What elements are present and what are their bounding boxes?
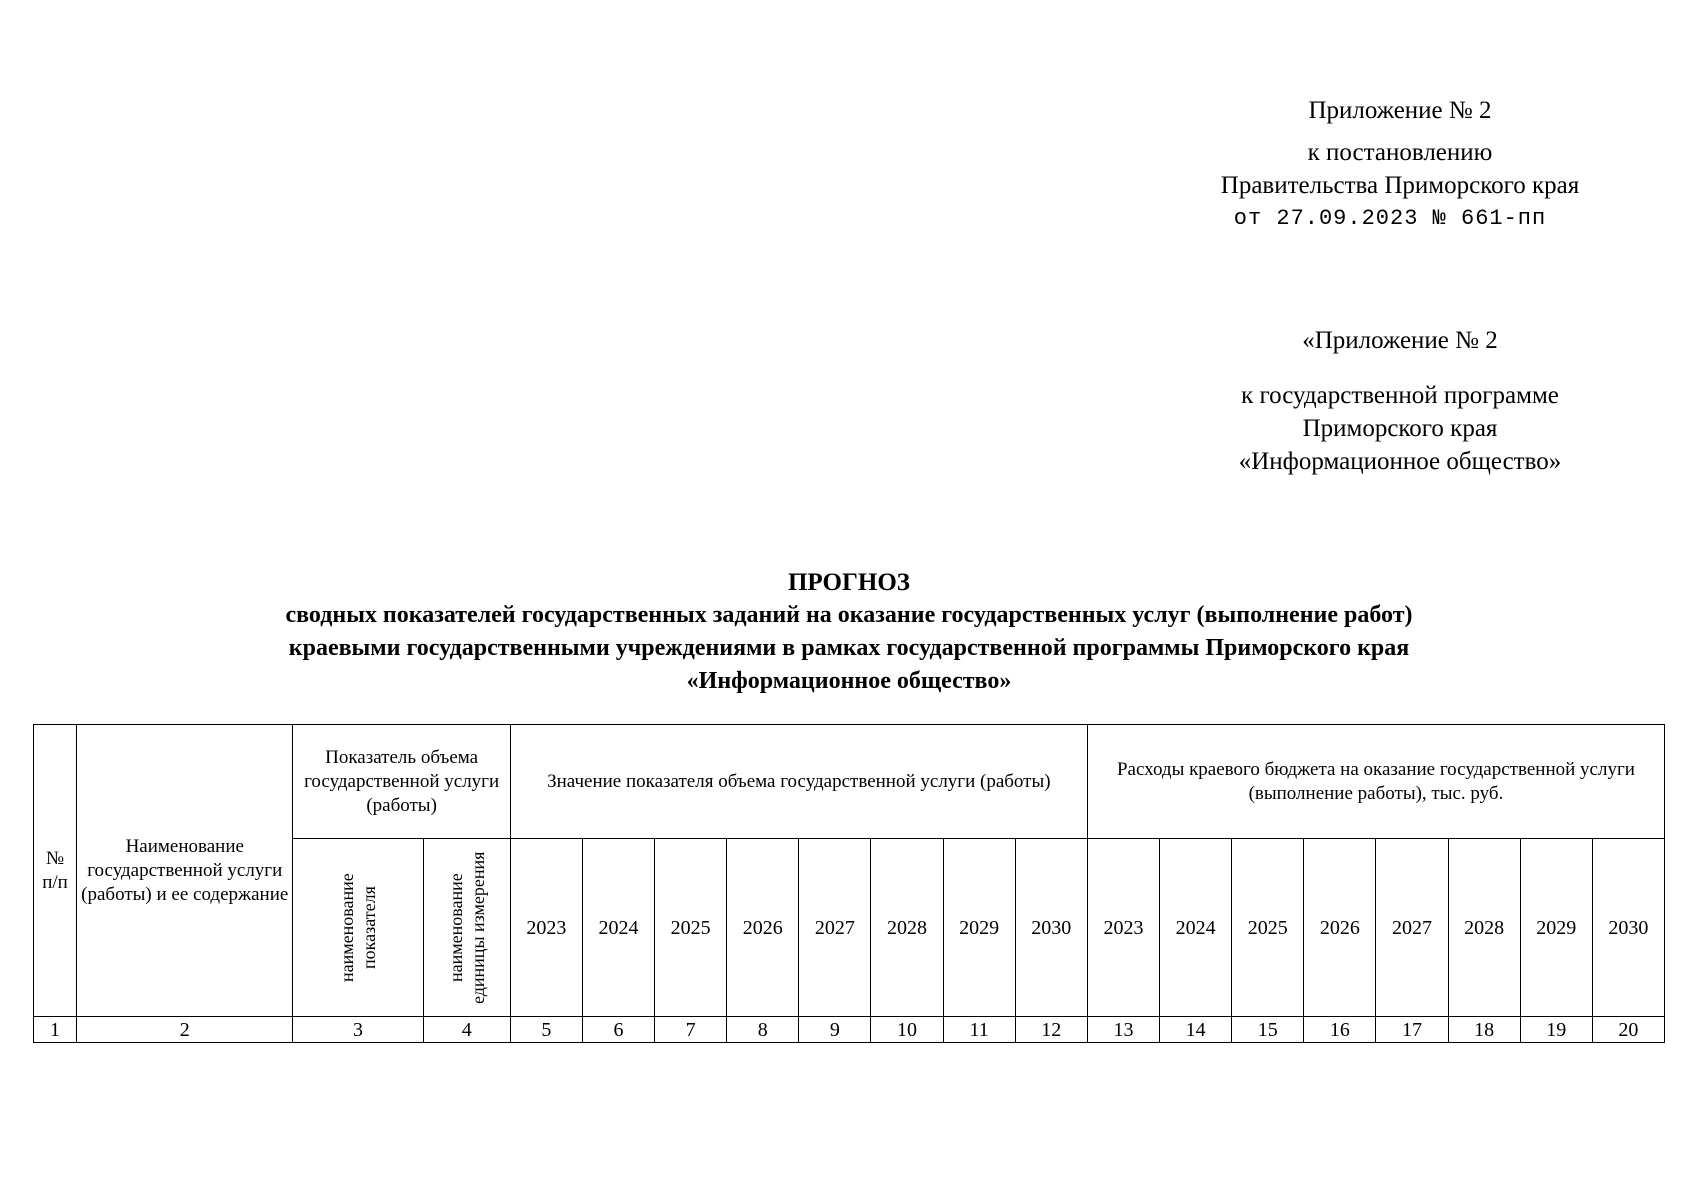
header-budget-expenses-group: Расходы краевого бюджета на оказание государственной услуги (выполнение работы), тыс. руб. xyxy=(1087,725,1664,839)
value-year-header: 2029 xyxy=(943,839,1015,1017)
header-indicator-value-group: Значение показателя объема государственной услуги (работы) xyxy=(510,725,1087,839)
value-year-header: 2023 xyxy=(510,839,582,1017)
appendix-program-block xyxy=(1150,324,1650,478)
appendix-government: Правительства Приморского края xyxy=(1220,172,1580,199)
column-number-cell: 2 xyxy=(77,1017,293,1043)
column-number-cell: 17 xyxy=(1376,1017,1448,1043)
title-line-1: сводных показателей государственных заданий на оказание государственных услуг (выполнение работ) xyxy=(285,602,1413,628)
column-number-cell: 16 xyxy=(1304,1017,1376,1043)
value-year-header: 2027 xyxy=(799,839,871,1017)
forecast-table xyxy=(33,724,1665,1043)
column-number-cell: 5 xyxy=(510,1017,582,1043)
appendix-number: Приложение № 2 xyxy=(1308,97,1492,124)
title-line-2: краевыми государственными учреждениями в рамках государственной программы Приморского края xyxy=(288,635,1410,661)
expense-year-header: 2030 xyxy=(1592,839,1664,1017)
indicator-name-label: наименование показателя xyxy=(337,873,380,982)
appendix-resolution-block xyxy=(1150,94,1650,235)
column-number-cell: 11 xyxy=(943,1017,1015,1043)
value-year-header: 2030 xyxy=(1015,839,1087,1017)
column-number-cell: 1 xyxy=(34,1017,77,1043)
column-number-cell: 4 xyxy=(423,1017,510,1043)
column-number-cell: 20 xyxy=(1592,1017,1664,1043)
title-line-3: «Информационное общество» xyxy=(686,668,1012,694)
column-number-cell: 19 xyxy=(1520,1017,1592,1043)
unit-name-label: наименование единицы измерения xyxy=(445,851,488,1004)
column-number-cell: 18 xyxy=(1448,1017,1520,1043)
program-appendix-number: «Приложение № 2 xyxy=(1302,327,1498,354)
column-number-cell: 10 xyxy=(871,1017,943,1043)
column-number-cell: 14 xyxy=(1160,1017,1232,1043)
document-title xyxy=(0,566,1698,698)
column-number-cell: 6 xyxy=(582,1017,654,1043)
header-indicator-group: Показатель объема государственной услуги (работы) xyxy=(293,725,510,839)
expense-year-header: 2023 xyxy=(1087,839,1159,1017)
column-number-cell: 15 xyxy=(1232,1017,1304,1043)
column-number-cell: 7 xyxy=(655,1017,727,1043)
expense-year-header: 2024 xyxy=(1160,839,1232,1017)
value-year-header: 2028 xyxy=(871,839,943,1017)
column-number-cell: 3 xyxy=(293,1017,423,1043)
program-ref: к государственной программе xyxy=(1241,382,1559,409)
value-year-header: 2024 xyxy=(582,839,654,1017)
program-region: Приморского края xyxy=(1302,415,1498,442)
expense-year-header: 2028 xyxy=(1448,839,1520,1017)
header-indicator-name xyxy=(293,839,423,1017)
header-service-name: Наименование государственной услуги (работы) и ее содержание xyxy=(77,725,293,1017)
title-main: ПРОГНОЗ xyxy=(787,569,910,596)
column-number-cell: 12 xyxy=(1015,1017,1087,1043)
value-year-header: 2026 xyxy=(727,839,799,1017)
value-year-header: 2025 xyxy=(655,839,727,1017)
appendix-date-number: от 27.09.2023 № 661-пп xyxy=(1233,206,1547,231)
expense-year-header: 2027 xyxy=(1376,839,1448,1017)
header-unit-name xyxy=(423,839,510,1017)
column-number-cell: 9 xyxy=(799,1017,871,1043)
header-number: № п/п xyxy=(34,725,77,1017)
program-name: «Информационное общество» xyxy=(1238,448,1562,475)
column-number-cell: 13 xyxy=(1087,1017,1159,1043)
expense-year-header: 2026 xyxy=(1304,839,1376,1017)
column-number-row xyxy=(34,1017,1665,1043)
expense-year-header: 2025 xyxy=(1232,839,1304,1017)
column-number-cell: 8 xyxy=(727,1017,799,1043)
expense-year-header: 2029 xyxy=(1520,839,1592,1017)
appendix-resolution-ref: к постановлению xyxy=(1307,139,1493,166)
